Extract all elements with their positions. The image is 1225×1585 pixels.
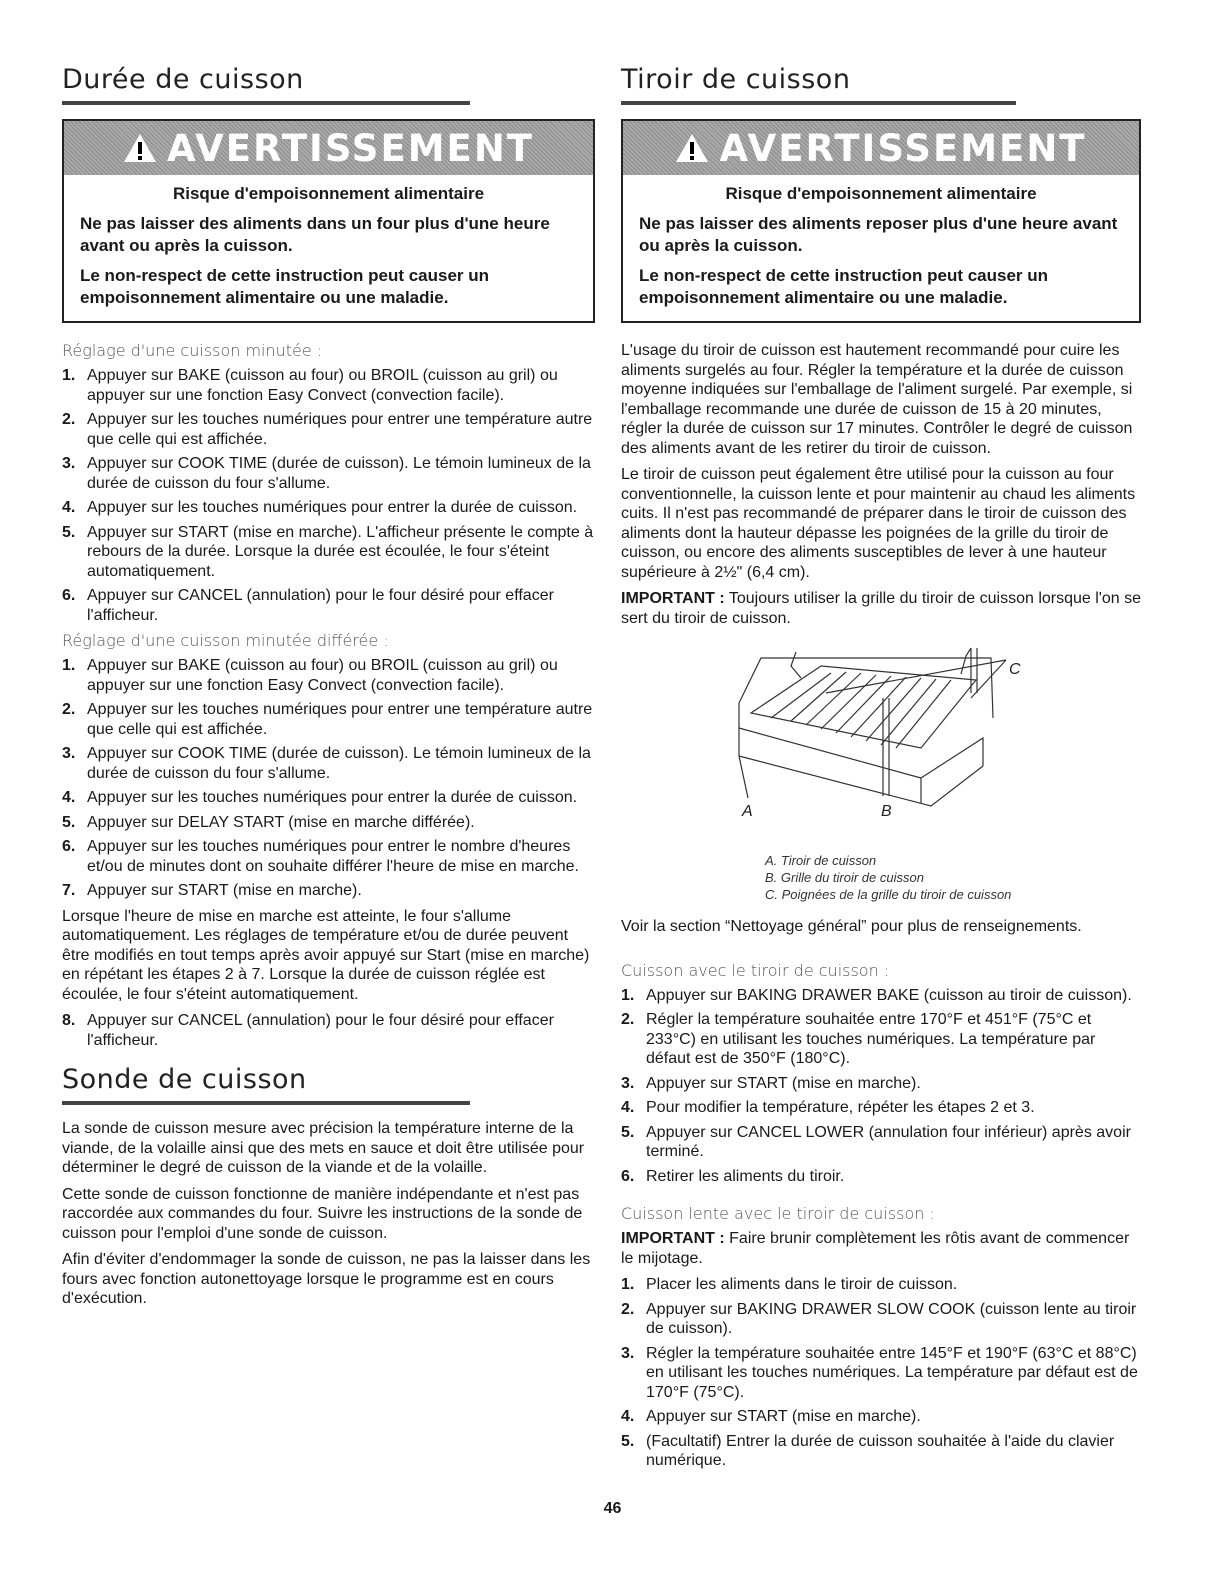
list-item: 4. Appuyer sur START (mise en marche). — [621, 1408, 921, 1425]
warning-body — [623, 175, 1139, 321]
figure-caption — [765, 852, 1141, 903]
timed-cooking-heading: Réglage d'une cuisson minutée : — [62, 341, 323, 360]
delayed-note: Lorsque l'heure de mise en marche est atteinte, le four s'allume automatiquement. Les réglages de température et/ou de durée peuvent être modifiés en tout temps après avoir appuyé sur Start (mise en marche) en répétant les étapes 2 à 7. Lorsque la durée de cuisson réglée est écoulée, le four s'éteint automatiquement. — [62, 907, 590, 1003]
warning-word: AVERTISSEMENT — [166, 126, 535, 170]
important-label: IMPORTANT : — [621, 590, 725, 607]
warning-header — [64, 121, 593, 175]
label-a: A — [742, 803, 753, 820]
drawer-paragraph: Le tiroir de cuisson peut également être utilisé pour la cuisson au four conventionnelle, la cuisson lente et pour maintenir au chaud les aliments cuits. Il n'est pas recommandé de préparer dans le tiroir de cuisson des aliments dont la hauteur dépasse les poignées de la grille du tiroir de cuisson, ou encore des aliments susceptibles de lever à une hauteur supérieure à 2½" (6,4 cm). — [621, 466, 1136, 581]
warning-body — [64, 175, 593, 321]
slow-cook-heading: Cuisson lente avec le tiroir de cuisson : — [621, 1204, 935, 1223]
list-item: 2. Régler la température souhaitée entre 170°F et 451°F (75°C et 233°C) en utilisant les touches numériques. La température par défaut est de 350°F (180°C). — [621, 1011, 1096, 1067]
list-item: 1. Placer les aliments dans le tiroir de cuisson. — [621, 1276, 958, 1293]
list-item: 5. Appuyer sur DELAY START (mise en marche différée). — [62, 813, 475, 831]
list-item: 6. Retirer les aliments du tiroir. — [621, 1167, 845, 1185]
list-item: 5. Appuyer sur START (mise en marche). L'afficheur présente le compte à rebours de la durée. Lorsque la durée est écoulée, le four s'éteint automatiquement. — [62, 523, 594, 580]
list-item: 2. Appuyer sur les touches numériques pour entrer une température autre que celle qui est affichée. — [62, 411, 593, 448]
title-rule — [621, 101, 1016, 105]
label-b: B — [881, 803, 892, 820]
warning-word: AVERTISSEMENT — [719, 126, 1087, 170]
important-note — [621, 589, 1141, 628]
warning-consequence: Le non-respect de cette instruction peut causer un empoisonnement alimentaire ou une maladie. — [639, 266, 1049, 307]
probe-paragraph: La sonde de cuisson mesure avec précision la température interne de la viande, de la volaille ainsi que des mets en sauce et doit être utilisée pour déterminer le degré de cuisson de la viande et de la volaille. — [62, 1120, 585, 1176]
section-title-probe: Sonde de cuisson — [62, 1064, 307, 1095]
left-column — [62, 64, 595, 1316]
see-section: Voir la section “Nettoyage général” pour plus de renseignements. — [621, 918, 1082, 935]
list-item: 7. Appuyer sur START (mise en marche). — [62, 882, 362, 899]
caption-b: B. Grille du tiroir de cuisson — [765, 870, 924, 885]
list-item: 3. Appuyer sur COOK TIME (durée de cuisson). Le témoin lumineux de la durée de cuisson du four s'allume. — [62, 745, 591, 782]
delayed-cooking-heading: Réglage d'une cuisson minutée différée : — [62, 631, 389, 650]
list-item: 3. Régler la température souhaitée entre 145°F et 190°F (63°C et 88°C) en utilisant les touches numériques. La température par défaut est de 170°F (75°C). — [621, 1344, 1138, 1401]
right-column — [621, 64, 1141, 1477]
warning-text: Ne pas laisser des aliments dans un four plus d'une heure avant ou après la cuisson. — [80, 214, 550, 255]
important-text: Faire brunir complètement les rôtis avant de commencer le mijotage. — [621, 1230, 1130, 1267]
page-number: 46 — [603, 1500, 622, 1517]
list-item: 4. Appuyer sur les touches numériques pour entrer la durée de cuisson. — [62, 789, 578, 806]
list-item: 3. Appuyer sur START (mise en marche). — [621, 1074, 921, 1092]
warning-subtitle: Risque d'empoisonnement alimentaire — [172, 184, 485, 203]
drawer-diagram — [621, 638, 1141, 848]
title-rule — [62, 1101, 470, 1105]
important-text: Toujours utiliser la grille du tiroir de cuisson lorsque l'on se sert du tiroir de cuisson. — [621, 590, 1141, 627]
list-item: 2. Appuyer sur les touches numériques pour entrer une température autre que celle qui est affichée. — [62, 701, 593, 738]
label-c: C — [1009, 661, 1021, 678]
list-item: 5. Appuyer sur CANCEL LOWER (annulation four inférieur) après avoir terminé. — [621, 1123, 1131, 1160]
drawer-bake-heading: Cuisson avec le tiroir de cuisson : — [621, 960, 890, 980]
list-item: 8. Appuyer sur CANCEL (annulation) pour le four désiré pour effacer l'afficheur. — [62, 1012, 554, 1049]
timed-steps — [62, 366, 595, 625]
list-item: 1. Appuyer sur BAKE (cuisson au four) ou BROIL (cuisson au gril) ou appuyer sur une fonction Easy Convect (convection facile). — [62, 367, 558, 404]
list-item: 6. Appuyer sur les touches numériques pour entrer le nombre d'heures et/ou de minutes dont on souhaite différer l'heure de mise en marche. — [62, 838, 579, 875]
list-item: 6. Appuyer sur CANCEL (annulation) pour le four désiré pour effacer l'afficheur. — [62, 587, 554, 624]
list-item: 1. Appuyer sur BAKE (cuisson au four) ou BROIL (cuisson au gril) ou appuyer sur une fonction Easy Convect (convection facile). — [62, 657, 558, 694]
caption-a: A. Tiroir de cuisson — [765, 853, 877, 868]
probe-paragraph: Afin d'éviter d'endommager la sonde de cuisson, ne pas la laisser dans les fours avec fonction autonettoyage lorsque le programme est en cours d'exécution. — [62, 1251, 591, 1307]
list-item: 5. (Facultatif) Entrer la durée de cuisson souhaitée à l'aide du clavier numérique. — [621, 1432, 1115, 1469]
probe-paragraph: Cette sonde de cuisson fonctionne de manière indépendante et n'est pas raccordée aux commandes du four. Suivre les instructions de la sonde de cuisson pour l'emploi d'une sonde de cuisson. — [62, 1185, 583, 1242]
title-rule — [62, 101, 470, 105]
section-title-cook-time: Durée de cuisson — [62, 64, 304, 95]
list-item: 4. Pour modifier la température, répéter les étapes 2 et 3. — [621, 1099, 1035, 1116]
slow-cook-steps — [621, 1275, 1141, 1471]
warning-triangle-icon — [675, 133, 709, 163]
delayed-steps — [62, 656, 595, 901]
list-item: 1. Appuyer sur BAKING DRAWER BAKE (cuisson au tiroir de cuisson). — [621, 986, 1132, 1004]
list-item: 4. Appuyer sur les touches numériques pour entrer la durée de cuisson. — [62, 499, 578, 516]
caption-c: C. Poignées de la grille du tiroir de cuisson — [765, 887, 1012, 902]
warning-header — [623, 121, 1139, 175]
warning-subtitle: Risque d'empoisonnement alimentaire — [725, 184, 1037, 203]
warning-triangle-icon — [123, 133, 157, 163]
section-title-baking-drawer: Tiroir de cuisson — [621, 64, 851, 95]
list-item: 3. Appuyer sur COOK TIME (durée de cuisson). Le témoin lumineux de la durée de cuisson du four s'allume. — [62, 455, 591, 492]
drawer-paragraph: L'usage du tiroir de cuisson est hautement recommandé pour cuire les aliments surgelés au four. Régler la température et la durée de cuisson moyenne indiquées sur l'emballage de l'aliment surgelé. Par exemple, si l'emballage recommande une durée de cuisson de 15 à 20 minutes, régler la durée de cuisson sur 17 minutes. Contrôler le degré de cuisson des aliments avant de les retirer du tiroir de cuisson. — [621, 342, 1133, 457]
drawer-bake-steps — [621, 986, 1141, 1187]
important-label: IMPORTANT : — [621, 1230, 725, 1247]
warning-box — [621, 119, 1141, 323]
warning-text: Ne pas laisser des aliments reposer plus d'une heure avant ou après la cuisson. — [639, 214, 1118, 255]
drawer-illustration — [621, 638, 1141, 848]
delayed-final-step — [62, 1011, 595, 1050]
warning-consequence: Le non-respect de cette instruction peut causer un empoisonnement alimentaire ou une maladie. — [80, 266, 490, 307]
slow-important-note — [621, 1229, 1141, 1268]
warning-box — [62, 119, 595, 323]
list-item: 2. Appuyer sur BAKING DRAWER SLOW COOK (cuisson lente au tiroir de cuisson). — [621, 1300, 1137, 1337]
